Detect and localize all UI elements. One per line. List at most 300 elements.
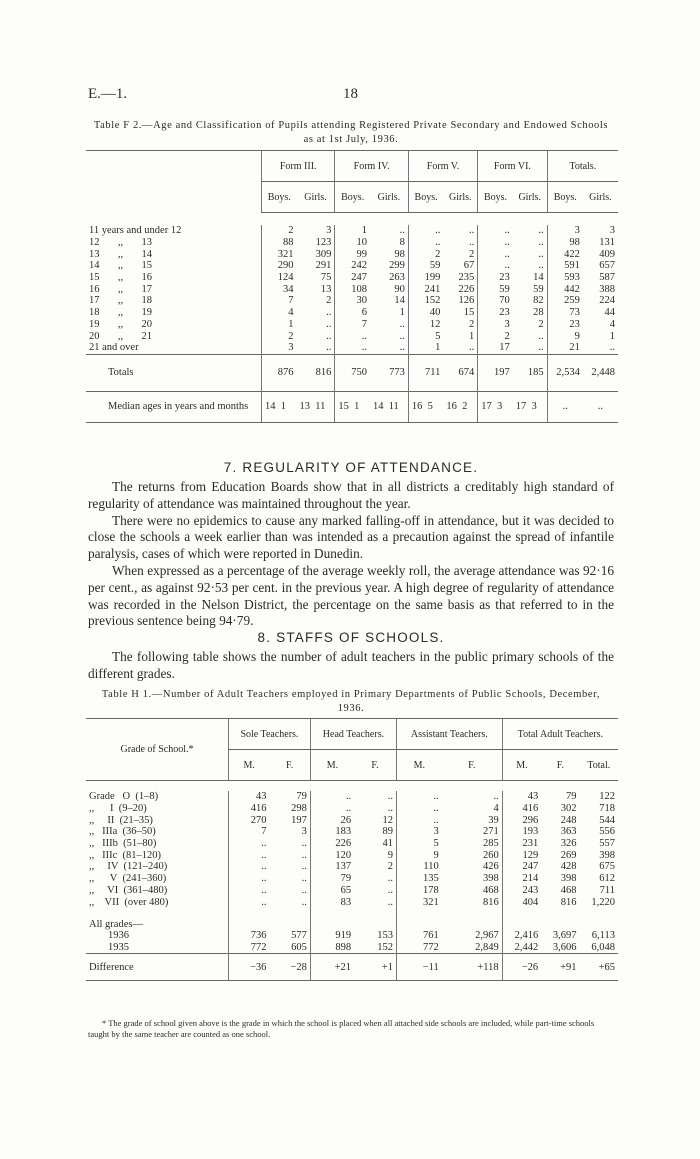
cell: 2 — [478, 330, 513, 342]
cell: 79 — [310, 873, 354, 885]
median-years: 17 — [481, 401, 492, 413]
cell: .. — [326, 307, 332, 319]
cell: 67 — [463, 260, 475, 272]
cell: 59 — [478, 283, 513, 295]
cell: 711 — [599, 884, 615, 896]
cell: 73 — [547, 307, 583, 319]
group-header: Form V. — [408, 151, 477, 182]
table-h1 — [86, 718, 618, 981]
table-row — [86, 237, 618, 249]
cell: .. — [229, 896, 270, 908]
cell: .. — [478, 248, 513, 260]
cell: 3 — [478, 319, 513, 331]
table-h1-caption: Table H 1.—Number of Adult Teachers employed in Primary Departments of Public Schools, December, 1936. — [101, 689, 601, 714]
cell: 416 — [502, 803, 541, 815]
cell: 99 — [335, 248, 370, 260]
section-8-heading: 8. STAFFS OF SCHOOLS. — [257, 630, 445, 645]
cell: .. — [229, 885, 270, 897]
sub-header: F. — [354, 750, 396, 781]
cell: .. — [387, 884, 393, 896]
row-label: 14 ,, 15 — [89, 260, 152, 272]
cell: 9 — [547, 330, 583, 342]
cell: 41 — [382, 838, 393, 850]
sub-header: M. — [502, 750, 541, 781]
cell: 6,113 — [591, 930, 615, 942]
page-number: 18 — [343, 86, 358, 102]
cell: 605 — [291, 941, 307, 953]
cell: 302 — [560, 803, 577, 815]
cell: 2 — [387, 861, 393, 873]
median-cell — [513, 391, 547, 422]
cell: 12 — [408, 319, 443, 331]
median-months: 5 — [427, 401, 433, 413]
section-7-text — [88, 479, 614, 630]
cell: 126 — [458, 295, 475, 307]
cell: .. — [229, 849, 270, 861]
row-label: 18 ,, 19 — [89, 307, 152, 319]
section-8-text — [88, 649, 614, 683]
median-years: 14 — [372, 401, 384, 413]
row-label: 1935 — [108, 941, 129, 953]
cell: .. — [326, 318, 332, 330]
row-label: 11 years and under 12 — [89, 225, 182, 237]
cell: 226 — [458, 283, 475, 295]
cell: .. — [468, 342, 475, 354]
cell: .. — [408, 225, 443, 237]
cell: .. — [478, 260, 513, 272]
cell: 290 — [262, 260, 297, 272]
sub-header: M. — [396, 750, 441, 781]
cell: −36 — [229, 954, 270, 981]
cell: 178 — [396, 885, 441, 897]
cell: 21 — [547, 342, 583, 354]
cell: 1,220 — [591, 896, 615, 908]
row-label: ,, VI (361–480) — [89, 884, 168, 896]
cell: 2 — [538, 318, 544, 330]
total-cell: 2,534 — [547, 354, 583, 391]
median-cell — [335, 391, 370, 422]
cell: .. — [399, 318, 405, 330]
cell: 285 — [482, 838, 499, 850]
cell: 388 — [599, 283, 615, 295]
median-row — [86, 391, 618, 422]
cell: .. — [229, 861, 270, 873]
table-row — [86, 896, 618, 908]
table-row — [86, 942, 618, 954]
total-cell: 185 — [513, 354, 547, 391]
cell: 40 — [408, 307, 443, 319]
cell: 90 — [394, 283, 405, 295]
cell: 3 — [396, 826, 441, 838]
paragraph: There were no epidemics to cause any marked falling-off in attendance, but it was decided to close the schools a week earlier than was intended as a precaution against the spread of infantile paralysis, cases of which were reported in Dunedin. — [88, 512, 614, 562]
table-row — [86, 295, 618, 307]
cell: .. — [335, 330, 370, 342]
cell: .. — [387, 896, 393, 908]
cell: 3 — [262, 342, 297, 354]
total-cell: 773 — [370, 354, 408, 391]
row-label: 21 and over — [89, 342, 139, 354]
cell: 816 — [482, 896, 499, 908]
cell: 321 — [396, 896, 441, 908]
table-f2 — [86, 150, 618, 423]
median-value: .. — [562, 401, 568, 413]
cell: 468 — [482, 884, 499, 896]
cell: 416 — [229, 803, 270, 815]
cell: .. — [310, 803, 354, 815]
cell: 321 — [262, 248, 297, 260]
all-grades-label: All grades— — [89, 918, 143, 930]
cell: 363 — [560, 826, 577, 838]
cell: 2,416 — [502, 930, 541, 942]
cell: .. — [408, 237, 443, 249]
cell: .. — [538, 248, 544, 260]
group-header: Head Teachers. — [310, 719, 396, 750]
median-cell — [370, 391, 408, 422]
cell: 89 — [382, 826, 393, 838]
cell: 270 — [229, 814, 270, 826]
group-header: Assistant Teachers. — [396, 719, 502, 750]
paragraph: The following table shows the number of adult teachers in the public primary schools of the different grades. — [88, 649, 614, 681]
cell: +1 — [354, 954, 396, 981]
cell: 226 — [310, 838, 354, 850]
total-cell: 750 — [335, 354, 370, 391]
cell: 657 — [599, 260, 615, 272]
cell: 398 — [560, 873, 577, 885]
sub-header: Girls. — [583, 182, 618, 213]
cell: 5 — [408, 330, 443, 342]
cell: 12 — [382, 814, 393, 826]
cell: 1 — [335, 225, 370, 237]
cell: 183 — [310, 826, 354, 838]
median-cell — [443, 391, 477, 422]
median-years: 14 — [265, 401, 276, 413]
cell: 23 — [478, 272, 513, 284]
cell: +118 — [442, 954, 502, 981]
cell: 59 — [533, 283, 544, 295]
table-row — [86, 838, 618, 850]
cell: 124 — [262, 272, 297, 284]
row-label: 20 ,, 21 — [89, 330, 152, 342]
cell: 247 — [502, 861, 541, 873]
cell: 816 — [560, 896, 577, 908]
cell: 271 — [482, 826, 499, 838]
totals-label: Totals — [86, 354, 262, 391]
cell: 269 — [560, 849, 577, 861]
cell: 88 — [262, 237, 297, 249]
cell: .. — [335, 342, 370, 354]
row-label: 19 ,, 20 — [89, 318, 152, 330]
total-cell: 674 — [443, 354, 477, 391]
cell: 247 — [335, 272, 370, 284]
cell: 3,697 — [552, 930, 577, 942]
cell: 6,048 — [591, 941, 615, 953]
median-cell — [478, 391, 513, 422]
cell: 26 — [310, 814, 354, 826]
cell: 761 — [396, 930, 441, 942]
cell: 326 — [560, 838, 577, 850]
median-months: 1 — [354, 401, 360, 413]
cell: 98 — [394, 248, 405, 260]
cell: 131 — [599, 237, 615, 249]
table-row — [86, 873, 618, 885]
cell: 2 — [262, 330, 297, 342]
section-7-heading: 7. REGULARITY OF ATTENDANCE. — [223, 460, 479, 475]
cell: .. — [468, 237, 475, 249]
totals-row — [86, 354, 618, 391]
cell: 7 — [229, 826, 270, 838]
table-row — [86, 803, 618, 815]
cell: .. — [229, 873, 270, 885]
row-label: 13 ,, 14 — [89, 248, 152, 260]
row-label: 17 ,, 18 — [89, 295, 152, 307]
row-label: 12 ,, 13 — [89, 237, 152, 249]
cell: 2 — [468, 318, 475, 330]
cell: 23 — [547, 319, 583, 331]
cell: .. — [301, 861, 307, 873]
stub-header — [86, 151, 262, 213]
cell: 7 — [335, 319, 370, 331]
table-row — [86, 954, 618, 981]
table-row — [86, 930, 618, 942]
total-cell: 816 — [297, 354, 335, 391]
cell: .. — [538, 225, 544, 237]
median-value: .. — [597, 401, 604, 413]
cell: .. — [538, 330, 544, 342]
cell: 1 — [408, 342, 443, 354]
cell: .. — [387, 873, 393, 885]
cell: 718 — [599, 803, 615, 815]
total-cell: 197 — [478, 354, 513, 391]
cell: 243 — [502, 885, 541, 897]
cell: .. — [387, 791, 393, 803]
cell: 44 — [604, 307, 615, 319]
sub-header: Girls. — [443, 182, 477, 213]
cell: 197 — [291, 814, 307, 826]
sub-header: F. — [269, 750, 310, 781]
cell: 3 — [326, 225, 332, 237]
table-row — [86, 814, 618, 826]
median-cell — [408, 391, 443, 422]
cell: 291 — [315, 260, 332, 272]
cell: 2 — [262, 225, 297, 237]
cell: 1 — [262, 319, 297, 331]
cell: 557 — [599, 838, 615, 850]
cell: .. — [399, 225, 405, 237]
cell: 75 — [320, 272, 332, 284]
cell: 2 — [326, 295, 332, 307]
cell: 241 — [408, 283, 443, 295]
cell: 587 — [599, 272, 615, 284]
table-row — [86, 791, 618, 803]
cell: 428 — [560, 861, 577, 873]
cell: 263 — [389, 272, 405, 284]
median-years: 16 — [411, 401, 423, 413]
group-header: Sole Teachers. — [229, 719, 311, 750]
cell: 556 — [599, 826, 615, 838]
cell: 23 — [478, 307, 513, 319]
cell: 83 — [310, 896, 354, 908]
grade-header: Grade of School.* — [86, 719, 229, 781]
table-row — [86, 260, 618, 272]
sub-header: Total. — [580, 750, 618, 781]
row-label: ,, IIIa (36–50) — [89, 826, 156, 838]
cell: 591 — [547, 260, 583, 272]
median-cell — [297, 391, 335, 422]
cell: 296 — [502, 814, 541, 826]
cell: 79 — [296, 791, 307, 803]
cell: 13 — [320, 283, 332, 295]
table-row — [86, 861, 618, 873]
cell: 2,849 — [475, 941, 499, 953]
cell: 736 — [229, 930, 270, 942]
cell: 898 — [310, 942, 354, 954]
sub-header: M. — [229, 750, 270, 781]
cell: 3 — [609, 225, 615, 237]
cell: .. — [493, 791, 499, 803]
median-cell — [262, 391, 297, 422]
sub-header: Boys. — [335, 182, 370, 213]
median-months: 1 — [280, 401, 286, 413]
cell: .. — [326, 330, 332, 342]
median-years: 13 — [299, 401, 311, 413]
row-label: ,, IIIb (51–80) — [89, 838, 157, 850]
cell: 43 — [502, 791, 541, 803]
cell: 14 — [394, 295, 405, 307]
table-row — [86, 330, 618, 342]
row-label: ,, V (241–360) — [89, 873, 167, 885]
cell: 65 — [310, 885, 354, 897]
cell: 14 — [533, 272, 544, 284]
cell: 70 — [478, 295, 513, 307]
cell: 10 — [335, 237, 370, 249]
cell: 231 — [502, 838, 541, 850]
median-cell — [583, 391, 618, 422]
table-row — [86, 319, 618, 331]
median-years: 15 — [338, 401, 349, 413]
total-cell: 876 — [262, 354, 297, 391]
median-cell — [547, 391, 583, 422]
cell: 28 — [533, 307, 544, 319]
median-months: 11 — [315, 401, 326, 413]
cell: 409 — [599, 248, 615, 260]
cell: 6 — [335, 307, 370, 319]
table-row — [86, 283, 618, 295]
sub-header: F. — [442, 750, 502, 781]
table-row — [86, 342, 618, 354]
median-months: 11 — [388, 401, 399, 413]
sub-header: Boys. — [262, 182, 297, 213]
cell: 59 — [408, 260, 443, 272]
cell: 2,442 — [502, 942, 541, 954]
cell: .. — [301, 838, 307, 850]
row-label: 1936 — [108, 930, 129, 942]
cell: 2 — [468, 248, 475, 260]
cell: .. — [468, 225, 475, 237]
table-row — [86, 826, 618, 838]
cell: .. — [538, 237, 544, 249]
cell: 193 — [502, 826, 541, 838]
cell: 30 — [335, 295, 370, 307]
cell: 34 — [262, 283, 297, 295]
cell: 108 — [335, 283, 370, 295]
cell: 235 — [458, 272, 475, 284]
group-header: Form III. — [262, 151, 335, 182]
row-label: 16 ,, 17 — [89, 283, 152, 295]
cell: 612 — [599, 873, 615, 885]
cell: .. — [609, 342, 615, 354]
cell: +91 — [541, 954, 579, 981]
paragraph: The returns from Education Boards show that in all districts a creditably high standard of regularity of attendance was maintained throughout the year. — [88, 479, 614, 511]
cell: −26 — [502, 954, 541, 981]
cell: 468 — [560, 884, 577, 896]
sub-header: Girls. — [297, 182, 335, 213]
cell: 3 — [547, 225, 583, 237]
sub-header: Girls. — [370, 182, 408, 213]
sub-header: F. — [541, 750, 579, 781]
cell: 675 — [599, 861, 615, 873]
cell: 7 — [262, 295, 297, 307]
cell: 426 — [482, 861, 499, 873]
cell: 214 — [502, 873, 541, 885]
cell: .. — [538, 342, 544, 354]
cell: 137 — [310, 861, 354, 873]
cell: 9 — [387, 849, 393, 861]
cell: 298 — [291, 803, 307, 815]
cell: 3 — [301, 826, 307, 838]
cell: 9 — [396, 849, 441, 861]
cell: −11 — [396, 954, 441, 981]
cell: 2 — [408, 248, 443, 260]
group-header: Form IV. — [335, 151, 408, 182]
cell: −28 — [269, 954, 310, 981]
cell: 919 — [310, 930, 354, 942]
cell: 152 — [408, 295, 443, 307]
median-years: 17 — [515, 401, 527, 413]
group-header: Total Adult Teachers. — [502, 719, 618, 750]
cell: 242 — [335, 260, 370, 272]
row-label: Difference — [86, 954, 229, 981]
cell: 15 — [463, 307, 475, 319]
cell: 577 — [291, 930, 307, 942]
cell: +65 — [580, 954, 618, 981]
total-cell: 2,448 — [583, 354, 618, 391]
row-label: ,, VII (over 480) — [89, 896, 169, 908]
cell: .. — [396, 791, 441, 803]
cell: 122 — [599, 791, 615, 803]
cell: 1 — [609, 330, 615, 342]
median-months: 3 — [496, 401, 503, 413]
row-label: ,, II (21–35) — [89, 814, 153, 826]
cell: 404 — [502, 896, 541, 908]
sub-header: Girls. — [513, 182, 547, 213]
sub-header: M. — [310, 750, 354, 781]
cell: 120 — [310, 849, 354, 861]
median-label: Median ages in years and months — [86, 391, 262, 422]
cell: +21 — [310, 954, 354, 981]
cell: 135 — [396, 873, 441, 885]
median-years: 16 — [446, 401, 457, 413]
cell: 224 — [599, 295, 615, 307]
cell: .. — [387, 803, 393, 815]
cell: .. — [310, 791, 354, 803]
cell: 398 — [482, 873, 499, 885]
table-row — [86, 307, 618, 319]
cell: .. — [399, 342, 405, 354]
cell: 593 — [547, 272, 583, 284]
cell: 43 — [229, 791, 270, 803]
cell: .. — [301, 884, 307, 896]
cell: .. — [229, 838, 270, 850]
